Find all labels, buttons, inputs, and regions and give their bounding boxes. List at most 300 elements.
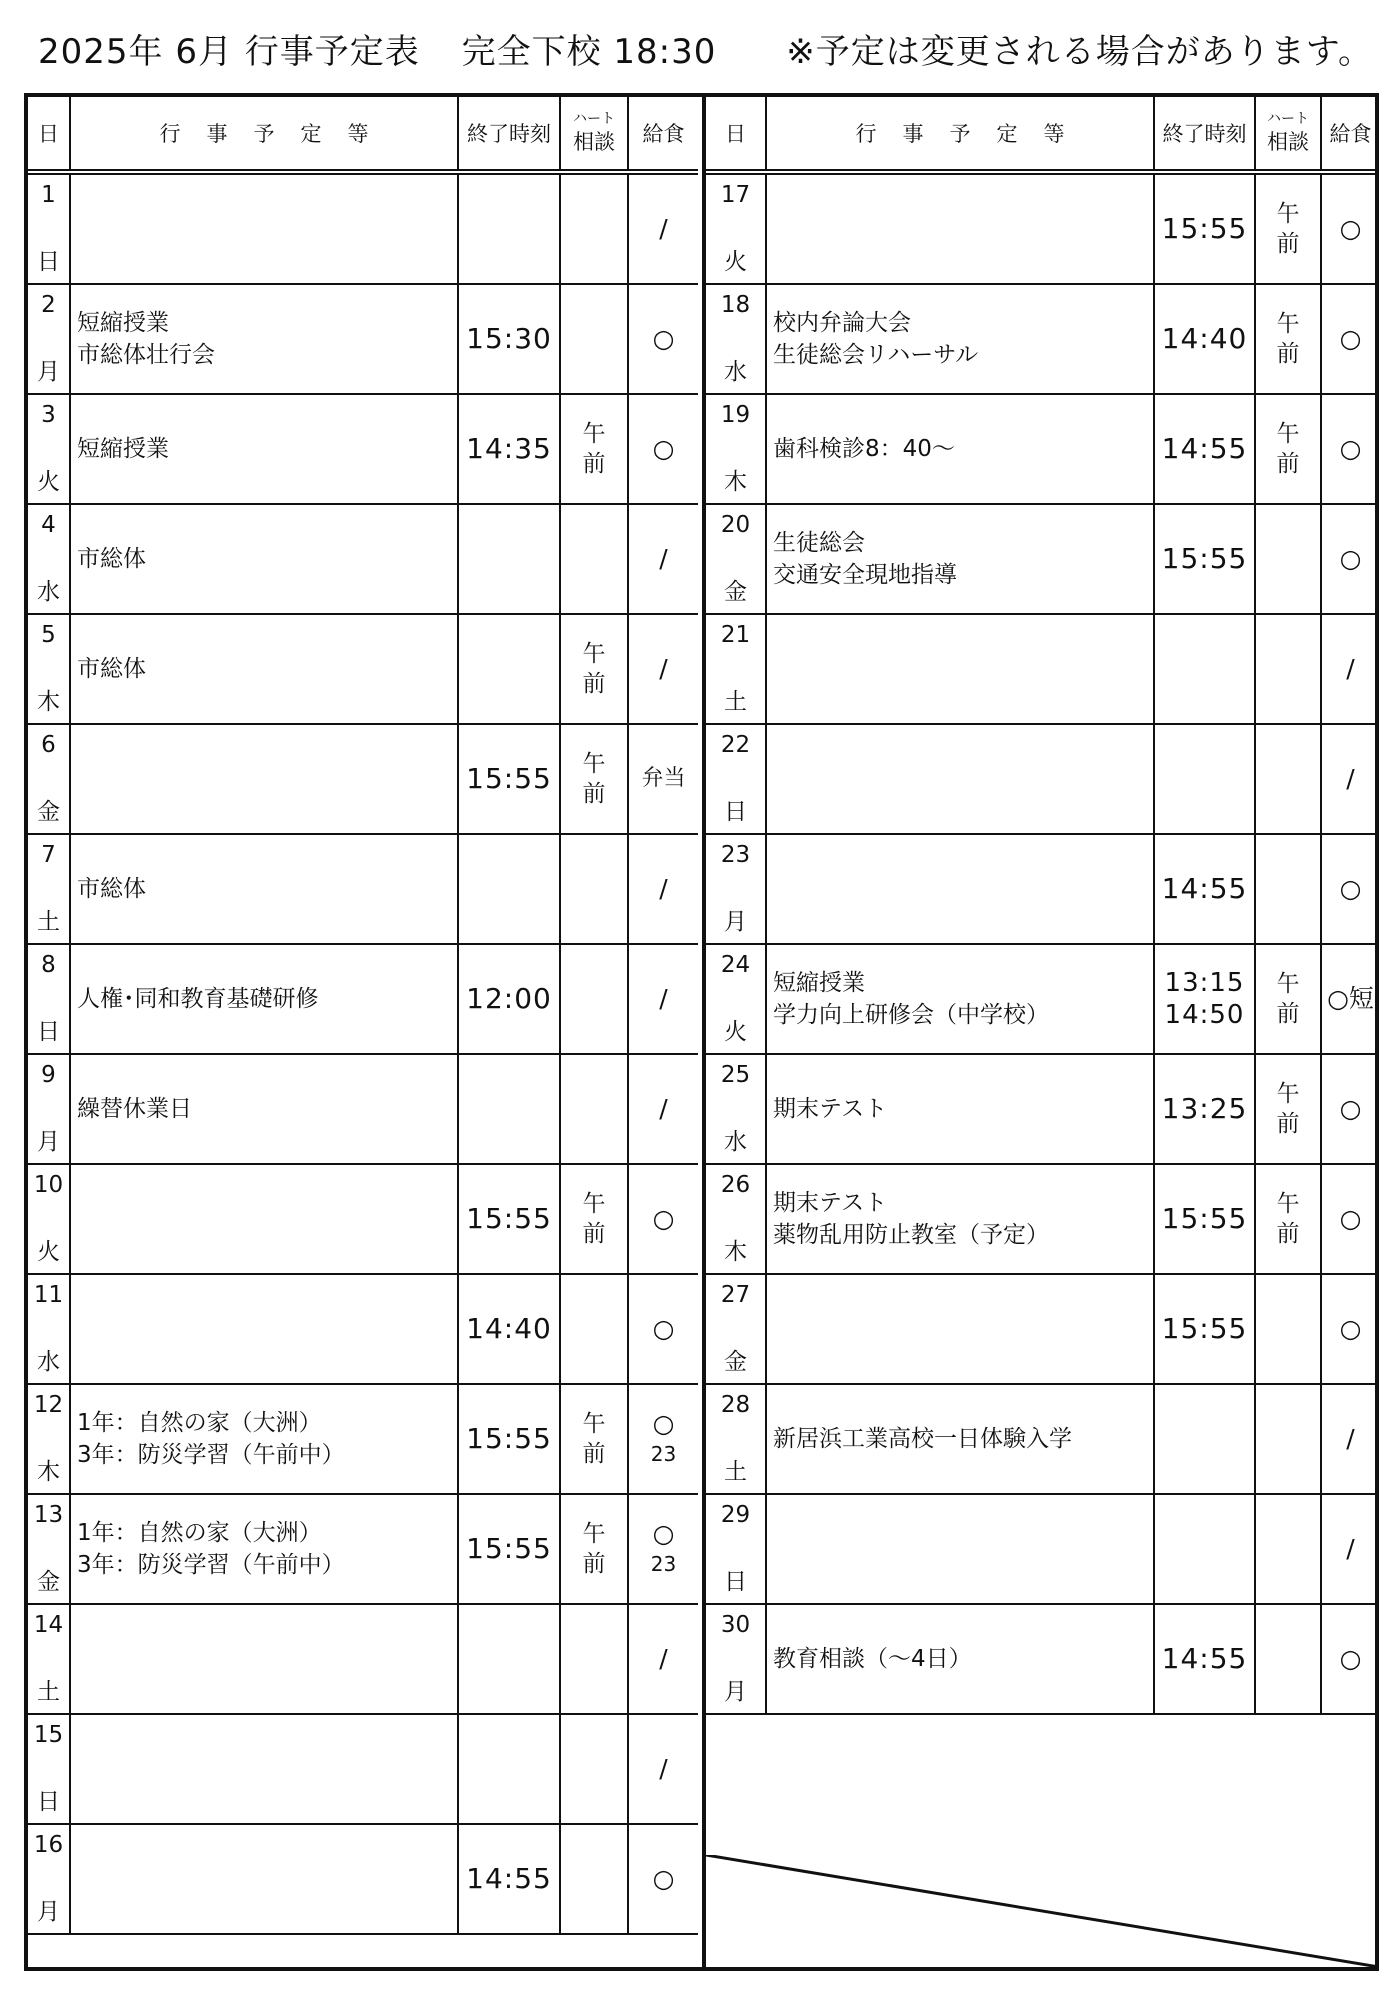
event-cell bbox=[70, 1164, 458, 1274]
heart-consult-cell bbox=[1255, 1164, 1321, 1274]
day-box bbox=[28, 1832, 69, 1926]
event-line: 薬物乱用防止教室（予定） bbox=[773, 1222, 1049, 1248]
event-line: 繰替休業日 bbox=[77, 1096, 192, 1122]
day-of-week: 日 bbox=[724, 1569, 747, 1595]
heart-consult-cell bbox=[560, 504, 628, 614]
heart-consult-cell bbox=[1255, 1274, 1321, 1384]
heart-consult-cell bbox=[1255, 504, 1321, 614]
end-time-cell bbox=[458, 1604, 560, 1714]
day-number: 7 bbox=[41, 842, 56, 868]
header-day: 日 bbox=[28, 97, 70, 172]
meal-cell bbox=[1321, 614, 1379, 724]
schedule-table-left bbox=[28, 97, 698, 1935]
meal-value: / bbox=[1346, 654, 1355, 683]
heart-consult-value: 午前 bbox=[582, 1411, 606, 1467]
header-meal: 給食 bbox=[1321, 97, 1379, 172]
heart-consult-cell bbox=[1255, 1494, 1321, 1604]
meal-cell bbox=[628, 614, 698, 724]
day-cell bbox=[706, 1604, 766, 1714]
meal-value: ○ bbox=[1339, 544, 1362, 573]
meal-cell bbox=[628, 1604, 698, 1714]
day-box bbox=[28, 952, 69, 1046]
header-meal: 給食 bbox=[628, 97, 698, 172]
meal-cell bbox=[1321, 284, 1379, 394]
end-time-cell bbox=[458, 834, 560, 944]
day-of-week: 月 bbox=[724, 1679, 747, 1705]
meal-value: ○ bbox=[1339, 214, 1362, 243]
meal-value: / bbox=[659, 984, 668, 1013]
day-number: 30 bbox=[720, 1612, 751, 1638]
day-cell bbox=[706, 1164, 766, 1274]
day-box bbox=[706, 1392, 765, 1486]
day-number: 12 bbox=[33, 1392, 64, 1418]
meal-value: ○ bbox=[1339, 1314, 1362, 1343]
schedule-row bbox=[28, 394, 698, 504]
event-line: 交通安全現地指導 bbox=[773, 562, 957, 588]
event-line: 生徒総会リハーサル bbox=[773, 342, 979, 368]
end-time-cell bbox=[1154, 1494, 1255, 1604]
event-cell bbox=[766, 504, 1154, 614]
meal-value: / bbox=[659, 1094, 668, 1123]
meal-value: ○ bbox=[1339, 434, 1362, 463]
schedule-row bbox=[28, 1274, 698, 1384]
event-line: 短縮授業 bbox=[773, 970, 865, 996]
day-of-week: 水 bbox=[724, 359, 747, 385]
event-cell bbox=[766, 724, 1154, 834]
day-of-week: 火 bbox=[37, 469, 60, 495]
event-cell bbox=[766, 944, 1154, 1054]
event-cell bbox=[766, 1274, 1154, 1384]
day-of-week: 日 bbox=[37, 249, 60, 275]
day-of-week: 土 bbox=[37, 909, 60, 935]
meal-cell bbox=[628, 394, 698, 504]
meal-cell bbox=[1321, 1384, 1379, 1494]
end-time-cell bbox=[1154, 1384, 1255, 1494]
heart-consult-cell bbox=[1255, 394, 1321, 504]
day-number: 4 bbox=[41, 512, 56, 538]
meal-value: / bbox=[659, 874, 668, 903]
header-end-time: 終了時刻 bbox=[1154, 97, 1255, 172]
day-of-week: 金 bbox=[724, 1349, 747, 1375]
day-number: 3 bbox=[41, 402, 56, 428]
meal-cell bbox=[628, 172, 698, 284]
day-of-week: 土 bbox=[724, 1459, 747, 1485]
meal-value: ○ bbox=[652, 324, 675, 353]
header-row bbox=[706, 97, 1379, 172]
day-box bbox=[28, 1062, 69, 1156]
event-cell bbox=[70, 172, 458, 284]
day-cell bbox=[28, 1164, 70, 1274]
schedule-row bbox=[706, 1274, 1379, 1384]
schedule-row bbox=[28, 944, 698, 1054]
meal-cell bbox=[628, 724, 698, 834]
day-number: 20 bbox=[720, 512, 751, 538]
day-box bbox=[28, 182, 69, 276]
meal-value: ○ bbox=[652, 1204, 675, 1233]
day-number: 15 bbox=[33, 1722, 64, 1748]
heart-consult-cell bbox=[560, 172, 628, 284]
day-cell bbox=[28, 394, 70, 504]
event-line: 市総体壮行会 bbox=[77, 342, 215, 368]
day-number: 24 bbox=[720, 952, 751, 978]
day-of-week: 日 bbox=[724, 799, 747, 825]
event-cell bbox=[70, 504, 458, 614]
day-cell bbox=[28, 1604, 70, 1714]
day-box bbox=[28, 1722, 69, 1816]
heart-consult-cell bbox=[1255, 284, 1321, 394]
meal-cell bbox=[628, 1164, 698, 1274]
day-of-week: 金 bbox=[37, 799, 60, 825]
meal-value: ○ bbox=[1339, 324, 1362, 353]
day-cell bbox=[28, 834, 70, 944]
meal-cell bbox=[628, 944, 698, 1054]
meal-cell bbox=[1321, 944, 1379, 1054]
heart-consult-value: 午前 bbox=[1276, 971, 1300, 1027]
event-cell bbox=[766, 834, 1154, 944]
day-box bbox=[706, 842, 765, 936]
schedule-row bbox=[28, 504, 698, 614]
schedule-row bbox=[28, 1824, 698, 1934]
end-time-cell bbox=[458, 1714, 560, 1824]
event-cell bbox=[70, 1274, 458, 1384]
heart-consult-value: 午前 bbox=[1276, 311, 1300, 367]
heart-consult-cell bbox=[560, 1384, 628, 1494]
day-number: 14 bbox=[33, 1612, 64, 1638]
end-time-cell bbox=[458, 614, 560, 724]
day-number: 5 bbox=[41, 622, 56, 648]
title-note: ※予定は変更される場合があります。 bbox=[786, 32, 1373, 72]
meal-value: / bbox=[659, 214, 668, 243]
heart-consult-cell bbox=[1255, 724, 1321, 834]
day-of-week: 日 bbox=[37, 1789, 60, 1815]
schedule-row bbox=[706, 172, 1379, 284]
day-number: 21 bbox=[720, 622, 751, 648]
day-cell bbox=[28, 1384, 70, 1494]
day-number: 10 bbox=[33, 1172, 64, 1198]
schedule-left-half bbox=[28, 97, 698, 1967]
event-cell bbox=[766, 172, 1154, 284]
day-box bbox=[28, 842, 69, 936]
schedule-row bbox=[28, 1604, 698, 1714]
end-time-cell bbox=[1154, 614, 1255, 724]
event-line: 期末テスト bbox=[773, 1190, 888, 1216]
heart-consult-cell bbox=[560, 394, 628, 504]
day-cell bbox=[28, 284, 70, 394]
schedule-row bbox=[706, 394, 1379, 504]
event-cell bbox=[70, 1604, 458, 1714]
event-line: 短縮授業 bbox=[77, 310, 169, 336]
meal-cell bbox=[628, 1274, 698, 1384]
header-row bbox=[28, 97, 698, 172]
meal-value: ○ bbox=[1339, 874, 1362, 903]
heart-consult-cell bbox=[1255, 172, 1321, 284]
day-box bbox=[706, 1282, 765, 1376]
meal-value: / bbox=[1346, 1534, 1355, 1563]
event-cell bbox=[70, 614, 458, 724]
meal-cell bbox=[628, 1384, 698, 1494]
header-heart: ハート 相談 bbox=[560, 97, 628, 172]
heart-consult-cell bbox=[1255, 944, 1321, 1054]
day-cell bbox=[706, 1384, 766, 1494]
day-cell bbox=[706, 724, 766, 834]
day-box bbox=[28, 1612, 69, 1706]
event-line: 人権･同和教育基礎研修 bbox=[77, 986, 319, 1012]
heart-consult-cell bbox=[560, 944, 628, 1054]
schedule-row bbox=[28, 1054, 698, 1164]
end-time-cell: 14:35 bbox=[458, 394, 560, 504]
day-of-week: 火 bbox=[724, 1019, 747, 1045]
day-cell bbox=[28, 1824, 70, 1934]
schedule-row bbox=[28, 284, 698, 394]
meal-value: ○ bbox=[652, 434, 675, 463]
heart-consult-cell bbox=[560, 284, 628, 394]
end-time-cell: 14:55 bbox=[458, 1824, 560, 1934]
event-cell bbox=[70, 1384, 458, 1494]
heart-consult-cell bbox=[1255, 1604, 1321, 1714]
meal-cell bbox=[628, 1714, 698, 1824]
schedule-row bbox=[706, 1604, 1379, 1714]
header-event: 行事予定等 bbox=[766, 97, 1154, 172]
day-box bbox=[706, 622, 765, 716]
heart-consult-value: 午前 bbox=[1276, 421, 1300, 477]
end-time-cell: 14:55 bbox=[1154, 834, 1255, 944]
day-cell bbox=[28, 1714, 70, 1824]
schedule-row bbox=[28, 1494, 698, 1604]
event-cell bbox=[70, 944, 458, 1054]
day-box bbox=[28, 732, 69, 826]
schedule-row bbox=[28, 1164, 698, 1274]
day-number: 19 bbox=[720, 402, 751, 428]
schedule-row bbox=[706, 944, 1379, 1054]
event-line: 教育相談（～4日） bbox=[773, 1646, 972, 1672]
event-cell bbox=[766, 1384, 1154, 1494]
meal-cell bbox=[628, 1824, 698, 1934]
title-dismissal: 完全下校 18:30 bbox=[461, 32, 717, 72]
schedule-row bbox=[706, 614, 1379, 724]
event-line: 生徒総会 bbox=[773, 530, 865, 556]
event-line: 学力向上研修会（中学校） bbox=[773, 1002, 1049, 1028]
end-time-cell: 15:55 bbox=[458, 724, 560, 834]
heart-consult-cell bbox=[560, 724, 628, 834]
day-of-week: 火 bbox=[724, 249, 747, 275]
day-number: 26 bbox=[720, 1172, 751, 1198]
event-line: 市総体 bbox=[77, 546, 146, 572]
day-of-week: 木 bbox=[37, 689, 60, 715]
meal-value: ○ bbox=[652, 1864, 675, 1893]
day-cell bbox=[706, 1274, 766, 1384]
meal-cell bbox=[1321, 1164, 1379, 1274]
end-time-cell: 14:55 bbox=[1154, 394, 1255, 504]
day-number: 25 bbox=[720, 1062, 751, 1088]
end-time-cell: 15:55 bbox=[1154, 504, 1255, 614]
meal-value: ○ bbox=[652, 1314, 675, 1343]
title-main: 2025年 6月 行事予定表 bbox=[38, 32, 420, 72]
event-line: 3年：防災学習（午前中） bbox=[77, 1552, 345, 1578]
meal-cell bbox=[1321, 504, 1379, 614]
heart-consult-value: 午前 bbox=[1276, 1191, 1300, 1247]
schedule-right-half bbox=[702, 97, 1379, 1967]
day-box bbox=[28, 1502, 69, 1596]
diagonal-line bbox=[706, 1855, 1379, 1967]
day-of-week: 水 bbox=[724, 1129, 747, 1155]
day-of-week: 土 bbox=[37, 1679, 60, 1705]
event-cell bbox=[70, 834, 458, 944]
day-cell bbox=[28, 1274, 70, 1384]
schedule-row bbox=[706, 1054, 1379, 1164]
day-of-week: 金 bbox=[724, 579, 747, 605]
event-cell bbox=[70, 1714, 458, 1824]
event-cell bbox=[766, 1054, 1154, 1164]
day-box bbox=[28, 1172, 69, 1266]
meal-value: ○ bbox=[1339, 1094, 1362, 1123]
event-line: 期末テスト bbox=[773, 1096, 888, 1122]
meal-cell bbox=[1321, 1274, 1379, 1384]
meal-cell bbox=[1321, 1494, 1379, 1604]
heart-consult-cell bbox=[560, 1164, 628, 1274]
meal-cell bbox=[628, 504, 698, 614]
day-of-week: 水 bbox=[37, 579, 60, 605]
end-time-cell: 14:40 bbox=[1154, 284, 1255, 394]
day-box bbox=[706, 732, 765, 826]
day-cell bbox=[28, 172, 70, 284]
meal-cell bbox=[628, 284, 698, 394]
heart-consult-cell bbox=[560, 1714, 628, 1824]
day-number: 2 bbox=[41, 292, 56, 318]
heart-consult-cell bbox=[560, 614, 628, 724]
event-line: 新居浜工業高校一日体験入学 bbox=[773, 1426, 1072, 1452]
meal-cell bbox=[628, 834, 698, 944]
end-time-cell bbox=[458, 504, 560, 614]
schedule-row bbox=[28, 834, 698, 944]
meal-value: ○ bbox=[1339, 1644, 1362, 1673]
event-cell bbox=[70, 1494, 458, 1604]
heart-consult-value: 午前 bbox=[582, 751, 606, 807]
day-cell bbox=[28, 504, 70, 614]
schedule-board bbox=[24, 93, 1379, 1971]
meal-value: 弁当 bbox=[641, 766, 686, 791]
event-cell bbox=[766, 284, 1154, 394]
heart-consult-cell bbox=[560, 1494, 628, 1604]
day-cell bbox=[28, 724, 70, 834]
schedule-row bbox=[706, 1164, 1379, 1274]
day-cell bbox=[706, 504, 766, 614]
event-cell bbox=[766, 1164, 1154, 1274]
schedule-row bbox=[706, 1494, 1379, 1604]
end-time-cell: 15:55 bbox=[1154, 1274, 1255, 1384]
heart-consult-value: 午前 bbox=[582, 421, 606, 477]
day-of-week: 日 bbox=[37, 1019, 60, 1045]
day-box bbox=[28, 292, 69, 386]
day-cell bbox=[28, 1054, 70, 1164]
end-time-cell bbox=[458, 1054, 560, 1164]
heart-consult-value: 午前 bbox=[1276, 1081, 1300, 1137]
day-number: 27 bbox=[720, 1282, 751, 1308]
meal-value: ○ bbox=[652, 1409, 675, 1438]
meal-cell bbox=[1321, 172, 1379, 284]
end-time-cell: 15:55 bbox=[458, 1384, 560, 1494]
event-line: 校内弁論大会 bbox=[773, 310, 911, 336]
day-of-week: 金 bbox=[37, 1569, 60, 1595]
header-event: 行事予定等 bbox=[70, 97, 458, 172]
meal-value: ○ bbox=[1339, 1204, 1362, 1233]
day-number: 1 bbox=[41, 182, 56, 208]
day-box bbox=[706, 952, 765, 1046]
meal-count: 23 bbox=[650, 1552, 677, 1576]
event-line: 短縮授業 bbox=[77, 436, 169, 462]
meal-value: / bbox=[659, 1754, 668, 1783]
day-of-week: 火 bbox=[37, 1239, 60, 1265]
heart-consult-cell bbox=[1255, 1054, 1321, 1164]
heart-consult-cell bbox=[1255, 614, 1321, 724]
day-cell bbox=[706, 1054, 766, 1164]
day-cell bbox=[706, 944, 766, 1054]
event-cell bbox=[766, 614, 1154, 724]
heart-consult-cell bbox=[560, 834, 628, 944]
end-time-cell: 15:30 bbox=[458, 284, 560, 394]
meal-value: / bbox=[1346, 1424, 1355, 1453]
heart-consult-cell bbox=[560, 1604, 628, 1714]
event-cell bbox=[70, 1054, 458, 1164]
day-box bbox=[706, 1172, 765, 1266]
day-box bbox=[706, 1502, 765, 1596]
meal-value: / bbox=[1346, 764, 1355, 793]
meal-cell bbox=[1321, 1604, 1379, 1714]
end-time-cell bbox=[458, 172, 560, 284]
header-day: 日 bbox=[706, 97, 766, 172]
page-title bbox=[38, 22, 1378, 82]
meal-cell bbox=[1321, 394, 1379, 504]
blank-diagonal-cell bbox=[706, 1855, 1379, 1967]
event-line: 1年：自然の家（大洲） bbox=[77, 1520, 322, 1546]
end-time-cell: 14:55 bbox=[1154, 1604, 1255, 1714]
day-number: 23 bbox=[720, 842, 751, 868]
day-number: 16 bbox=[33, 1832, 64, 1858]
end-time-cell: 13:15 14:50 bbox=[1154, 944, 1255, 1054]
day-box bbox=[28, 512, 69, 606]
day-box bbox=[28, 1282, 69, 1376]
schedule-row bbox=[706, 284, 1379, 394]
end-time-cell: 15:55 bbox=[1154, 1164, 1255, 1274]
event-cell bbox=[766, 1494, 1154, 1604]
meal-value: ○短 bbox=[1327, 984, 1374, 1013]
heart-consult-cell bbox=[1255, 834, 1321, 944]
day-cell bbox=[28, 944, 70, 1054]
schedule-row bbox=[28, 1714, 698, 1824]
heart-consult-value: 午前 bbox=[582, 1521, 606, 1577]
schedule-row bbox=[706, 724, 1379, 834]
end-time-cell: 15:55 bbox=[458, 1494, 560, 1604]
end-time-cell bbox=[1154, 724, 1255, 834]
meal-cell bbox=[1321, 724, 1379, 834]
event-cell bbox=[70, 724, 458, 834]
day-number: 11 bbox=[33, 1282, 64, 1308]
day-number: 28 bbox=[720, 1392, 751, 1418]
day-box bbox=[28, 622, 69, 716]
day-cell bbox=[706, 834, 766, 944]
day-of-week: 月 bbox=[37, 1129, 60, 1155]
heart-consult-value: 午前 bbox=[582, 641, 606, 697]
meal-cell bbox=[1321, 1054, 1379, 1164]
schedule-row bbox=[28, 172, 698, 284]
heart-consult-cell bbox=[560, 1054, 628, 1164]
day-number: 9 bbox=[41, 1062, 56, 1088]
meal-cell bbox=[628, 1494, 698, 1604]
event-cell bbox=[70, 1824, 458, 1934]
day-number: 22 bbox=[720, 732, 751, 758]
day-number: 18 bbox=[720, 292, 751, 318]
meal-value: ○ bbox=[652, 1519, 675, 1548]
day-box bbox=[28, 1392, 69, 1486]
